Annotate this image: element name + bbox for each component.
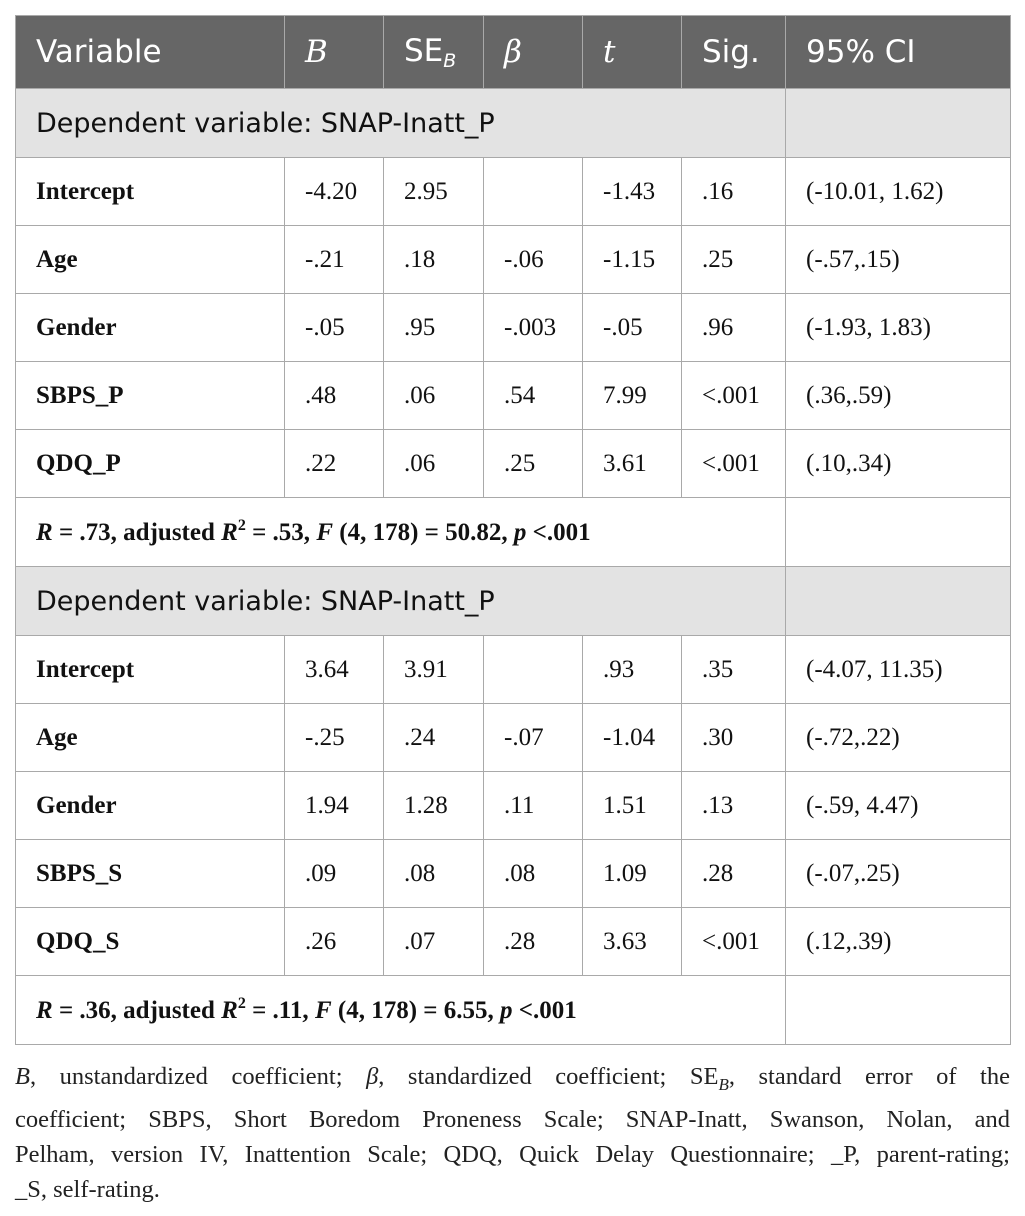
stat-f-label: F bbox=[314, 997, 332, 1024]
cell-t: 1.09 bbox=[583, 840, 682, 908]
header-b: B bbox=[285, 16, 384, 89]
header-row bbox=[16, 16, 1011, 89]
header-se-text: SE bbox=[404, 32, 444, 69]
table-row bbox=[16, 840, 1011, 908]
cell-sig: <.001 bbox=[682, 908, 786, 976]
cell-variable: Age bbox=[16, 226, 285, 294]
cell-variable: SBPS_P bbox=[16, 362, 285, 430]
cell-t: 3.63 bbox=[583, 908, 682, 976]
stat-p-label: p bbox=[500, 997, 513, 1024]
model-fit-row bbox=[16, 498, 1011, 567]
cell-se: 3.91 bbox=[384, 636, 484, 704]
cell-b: .48 bbox=[285, 362, 384, 430]
cell-variable: Intercept bbox=[16, 158, 285, 226]
header-se bbox=[384, 16, 484, 89]
cell-beta: -.003 bbox=[484, 294, 583, 362]
cell-t: 7.99 bbox=[583, 362, 682, 430]
header-beta: β bbox=[484, 16, 583, 89]
cell-b: 1.94 bbox=[285, 772, 384, 840]
cell-sig: .13 bbox=[682, 772, 786, 840]
cell-t: .93 bbox=[583, 636, 682, 704]
section-header-row bbox=[16, 567, 1011, 636]
footnote-line-3: Pelham, version IV, Inattention Scale; QDQ, Quick Delay Questionnaire; _P, parent-rating; bbox=[15, 1140, 1010, 1168]
cell-sig: <.001 bbox=[682, 430, 786, 498]
cell-beta: -.06 bbox=[484, 226, 583, 294]
cell-variable: Gender bbox=[16, 772, 285, 840]
stat-r2-label: R bbox=[221, 997, 238, 1024]
section-title: Dependent variable: SNAP-Inatt_P bbox=[16, 89, 786, 158]
cell-beta: .11 bbox=[484, 772, 583, 840]
stat-r2-value: = .53, bbox=[245, 519, 317, 546]
header-sig: Sig. bbox=[682, 16, 786, 89]
header-variable: Variable bbox=[16, 16, 285, 89]
regression-table bbox=[15, 15, 1011, 1045]
stat-f-value: (4, 178) = 6.55, bbox=[331, 997, 501, 1024]
header-ci: 95% CI bbox=[786, 16, 1011, 89]
cell-sig: .16 bbox=[682, 158, 786, 226]
cell-ci: (.36,.59) bbox=[786, 362, 1011, 430]
cell-se: .24 bbox=[384, 704, 484, 772]
table-row bbox=[16, 772, 1011, 840]
footnote-text: , unstandardized coefficient; bbox=[29, 1063, 367, 1090]
footnote-se-subscript: B bbox=[718, 1074, 729, 1094]
cell-beta: .08 bbox=[484, 840, 583, 908]
cell-t: -.05 bbox=[583, 294, 682, 362]
cell-se: 2.95 bbox=[384, 158, 484, 226]
cell-sig: .28 bbox=[682, 840, 786, 908]
cell-b: .22 bbox=[285, 430, 384, 498]
footnote-line-4: _S, self-rating. bbox=[15, 1175, 160, 1203]
cell-beta bbox=[484, 636, 583, 704]
stat-r2-sup: 2 bbox=[237, 995, 246, 1012]
cell-se: .06 bbox=[384, 362, 484, 430]
cell-sig: .30 bbox=[682, 704, 786, 772]
stat-r2-label: R bbox=[221, 519, 238, 546]
cell-ci: (-1.93, 1.83) bbox=[786, 294, 1011, 362]
cell-t: 3.61 bbox=[583, 430, 682, 498]
header-t: t bbox=[583, 16, 682, 89]
cell-b: .26 bbox=[285, 908, 384, 976]
cell-variable: Intercept bbox=[16, 636, 285, 704]
cell-ci: (.10,.34) bbox=[786, 430, 1011, 498]
stat-p-value: <.001 bbox=[512, 997, 577, 1024]
cell-beta: .28 bbox=[484, 908, 583, 976]
section-header-row bbox=[16, 89, 1011, 158]
cell-t: -1.43 bbox=[583, 158, 682, 226]
table-body bbox=[16, 89, 1011, 1045]
stat-r-label: R bbox=[36, 519, 53, 546]
table-row bbox=[16, 362, 1011, 430]
cell-variable: QDQ_S bbox=[16, 908, 285, 976]
cell-se: .06 bbox=[384, 430, 484, 498]
footnote-text: , standard error of the bbox=[728, 1063, 1010, 1090]
model-fit-statistics bbox=[16, 498, 786, 567]
table-row bbox=[16, 704, 1011, 772]
stat-p-label: p bbox=[513, 519, 527, 546]
table-row bbox=[16, 636, 1011, 704]
cell-se: .07 bbox=[384, 908, 484, 976]
cell-se: 1.28 bbox=[384, 772, 484, 840]
model-fit-row bbox=[16, 976, 1011, 1045]
footnote-beta-symbol: β bbox=[366, 1063, 379, 1090]
stat-r-value: = .36, adjusted bbox=[52, 997, 222, 1024]
stat-r2-sup: 2 bbox=[237, 517, 246, 534]
table-row bbox=[16, 294, 1011, 362]
cell-sig: .35 bbox=[682, 636, 786, 704]
cell-t: 1.51 bbox=[583, 772, 682, 840]
cell-t: -1.15 bbox=[583, 226, 682, 294]
cell-b: 3.64 bbox=[285, 636, 384, 704]
cell-b: -.05 bbox=[285, 294, 384, 362]
stat-r-value: = .73, adjusted bbox=[52, 519, 222, 546]
cell-b: -.21 bbox=[285, 226, 384, 294]
cell-sig: <.001 bbox=[682, 362, 786, 430]
cell-beta: .25 bbox=[484, 430, 583, 498]
footnote-text: , standardized coefficient; SE bbox=[378, 1063, 719, 1090]
cell-ci: (-10.01, 1.62) bbox=[786, 158, 1011, 226]
cell-beta: -.07 bbox=[484, 704, 583, 772]
cell-ci: (-.59, 4.47) bbox=[786, 772, 1011, 840]
cell-b: -.25 bbox=[285, 704, 384, 772]
stat-f-value: (4, 178) = 50.82, bbox=[333, 519, 514, 546]
cell-sig: .96 bbox=[682, 294, 786, 362]
cell-se: .18 bbox=[384, 226, 484, 294]
footnote-line-2: coefficient; SBPS, Short Boredom Proneness Scale; SNAP-Inatt, Swanson, Nolan, and bbox=[15, 1105, 1010, 1133]
table-row bbox=[16, 908, 1011, 976]
cell-se: .08 bbox=[384, 840, 484, 908]
cell-se: .95 bbox=[384, 294, 484, 362]
cell-beta bbox=[484, 158, 583, 226]
cell-b: -4.20 bbox=[285, 158, 384, 226]
cell-t: -1.04 bbox=[583, 704, 682, 772]
cell-ci: (-.07,.25) bbox=[786, 840, 1011, 908]
stat-r2-value: = .11, bbox=[245, 997, 315, 1024]
section-empty-cell bbox=[786, 567, 1011, 636]
cell-ci: (-.72,.22) bbox=[786, 704, 1011, 772]
model-fit-empty-cell bbox=[786, 976, 1011, 1045]
table-row bbox=[16, 226, 1011, 294]
footnote-line-1 bbox=[15, 1059, 1010, 1102]
table-row bbox=[16, 430, 1011, 498]
cell-ci: (-.57,.15) bbox=[786, 226, 1011, 294]
cell-b: .09 bbox=[285, 840, 384, 908]
stat-f-label: F bbox=[316, 519, 333, 546]
cell-ci: (-4.07, 11.35) bbox=[786, 636, 1011, 704]
stat-p-value: <.001 bbox=[526, 519, 591, 546]
cell-variable: Gender bbox=[16, 294, 285, 362]
footnote-b-symbol: B bbox=[15, 1063, 30, 1090]
cell-variable: Age bbox=[16, 704, 285, 772]
cell-variable: QDQ_P bbox=[16, 430, 285, 498]
section-empty-cell bbox=[786, 89, 1011, 158]
cell-ci: (.12,.39) bbox=[786, 908, 1011, 976]
cell-sig: .25 bbox=[682, 226, 786, 294]
model-fit-empty-cell bbox=[786, 498, 1011, 567]
cell-beta: .54 bbox=[484, 362, 583, 430]
table-row bbox=[16, 158, 1011, 226]
table-footnote bbox=[15, 1059, 1010, 1207]
regression-table-figure bbox=[15, 15, 1010, 1207]
stat-r-label: R bbox=[36, 997, 53, 1024]
section-title: Dependent variable: SNAP-Inatt_P bbox=[16, 567, 786, 636]
header-se-subscript: B bbox=[443, 49, 457, 72]
cell-variable: SBPS_S bbox=[16, 840, 285, 908]
model-fit-statistics bbox=[16, 976, 786, 1045]
